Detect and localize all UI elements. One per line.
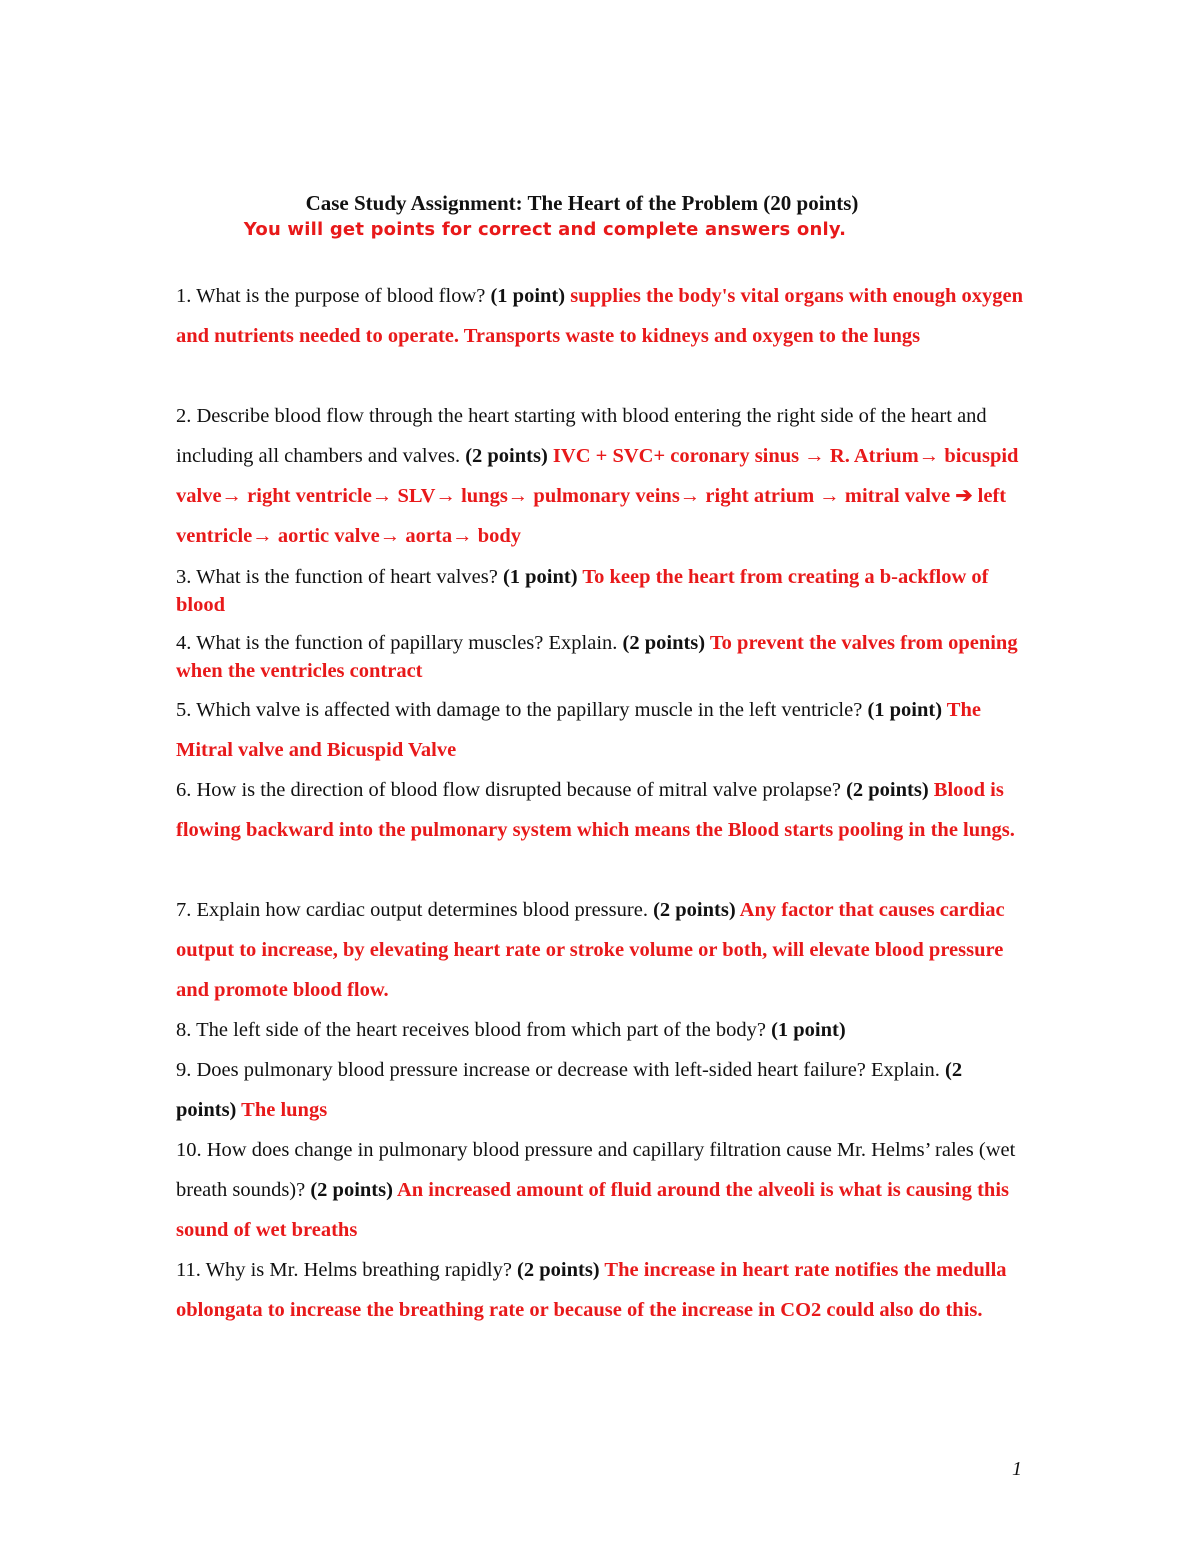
page-subtitle: You will get points for correct and complete answers only.	[243, 219, 847, 240]
question-answer: IVC + SVC+ coronary sinus → R. Atrium→ bicuspid valve→ right ventricle→ SLV→ lungs→ pulmonary veins→ right atrium → mitral valve ➔ left ventricle→ aortic valve→ aorta→ body	[176, 445, 1019, 547]
question-item-2	[176, 396, 1026, 556]
question-item-4	[176, 629, 1026, 685]
question-item-7	[176, 890, 1026, 1010]
question-item-5	[176, 690, 1026, 770]
question-points: (2 points)	[310, 1179, 393, 1201]
question-text: 1. What is the purpose of blood flow?	[176, 285, 491, 307]
page-title: Case Study Assignment: The Heart of the Problem (20 points)	[305, 191, 859, 215]
question-answer: The lungs	[236, 1099, 328, 1121]
question-answer: An increased amount of fluid around the alveoli is what is causing this sound of wet breaths	[176, 1179, 1010, 1241]
question-text: 11. Why is Mr. Helms breathing rapidly?	[176, 1259, 518, 1281]
question-item-8	[176, 1010, 1026, 1050]
question-item-10	[176, 1130, 1026, 1250]
question-text: 4. What is the function of papillary muscles? Explain.	[176, 632, 623, 654]
question-text: 3. What is the function of heart valves?	[176, 566, 503, 588]
question-answer: The Mitral valve and Bicuspid Valve	[176, 699, 981, 761]
question-points: (1 point)	[867, 699, 943, 721]
question-item-11	[176, 1250, 1026, 1330]
question-text: 8. The left side of the heart receives blood from which part of the body?	[176, 1019, 772, 1041]
question-points: (2 points)	[622, 632, 706, 654]
question-points: (2 points)	[176, 1059, 963, 1121]
question-item-1	[176, 276, 1026, 356]
question-answer: supplies the body's vital organs with enough oxygen and nutrients needed to operate. Transports waste to kidneys and oxygen to the lungs	[176, 285, 1024, 347]
question-points: (1 point)	[490, 285, 566, 307]
question-points: (2 points)	[465, 445, 548, 467]
question-item-9	[176, 1050, 1026, 1130]
question-item-6	[176, 770, 1026, 850]
question-text: 7. Explain how cardiac output determines blood pressure.	[176, 899, 654, 921]
question-item-3	[176, 563, 1026, 619]
question-points: (2 points)	[517, 1259, 600, 1281]
question-answer: Any factor that causes cardiac output to increase, by elevating heart rate or stroke volume or both, will elevate blood pressure and promote blood flow.	[176, 899, 1005, 1001]
question-answer: To prevent the valves from opening when the ventricles contract	[176, 632, 1018, 682]
question-points: (1 point)	[771, 1019, 846, 1041]
question-text: 5. Which valve is affected with damage to the papillary muscle in the left ventricle?	[176, 699, 868, 721]
question-points: (1 point)	[502, 566, 578, 588]
question-answer: To keep the heart from creating a b-ackflow of blood	[176, 566, 989, 616]
question-answer: The increase in heart rate notifies the medulla oblongata to increase the breathing rate or because of the increase in CO2 could also do this.	[176, 1259, 1007, 1321]
question-points: (2 points)	[846, 779, 929, 801]
question-points: (2 points)	[653, 899, 736, 921]
question-answer: Blood is flowing backward into the pulmonary system which means the Blood starts pooling in the lungs.	[176, 779, 1015, 841]
question-text: 9. Does pulmonary blood pressure increase or decrease with left-sided heart failure? Explain.	[176, 1059, 946, 1081]
question-text: 2. Describe blood flow through the heart starting with blood entering the right side of the heart and including all chambers and valves.	[176, 405, 987, 467]
question-text: 10. How does change in pulmonary blood pressure and capillary filtration cause Mr. Helms’ rales (wet breath sounds)?	[176, 1139, 1016, 1201]
question-text: 6. How is the direction of blood flow disrupted because of mitral valve prolapse?	[176, 779, 847, 801]
page-number: 1	[1012, 1458, 1022, 1480]
